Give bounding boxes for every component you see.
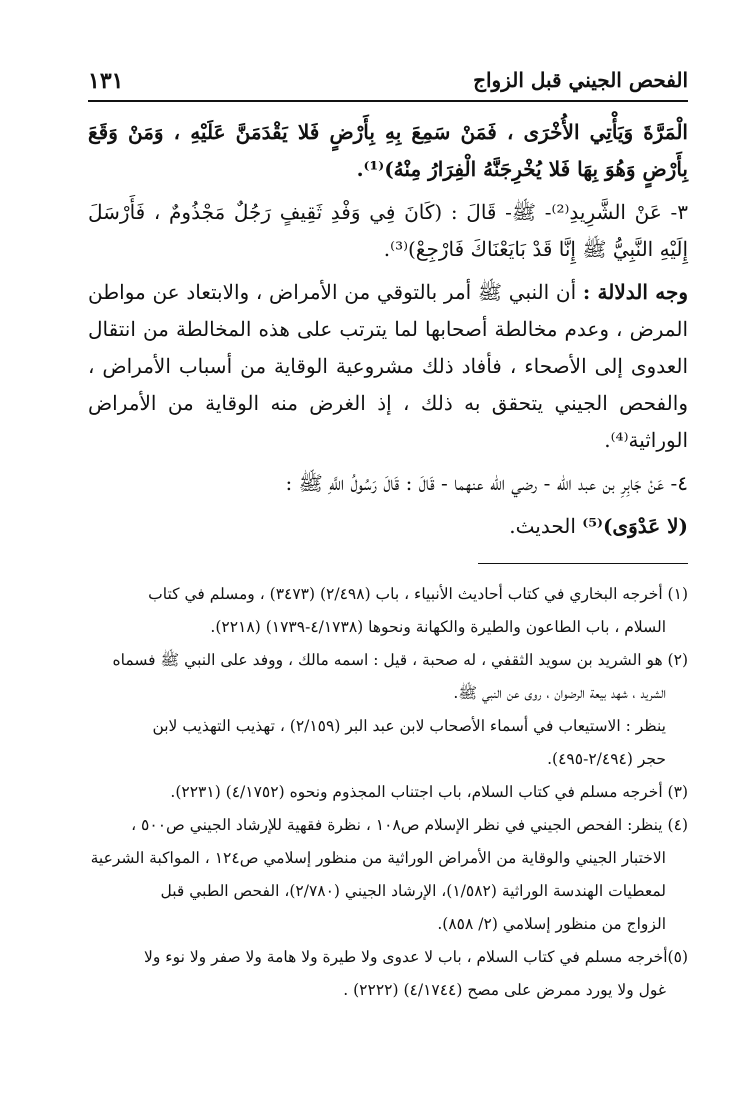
footnote-2-ref: ينظر : الاستيعاب في أسماء الأصحاب لابن عبد البر (٢/١٥٩) ، تهذيب التهذيب لابن [152, 717, 666, 735]
footnote-2-cont: الشريد ، شهد بيعة الرضوان ، روى عن النبي ﷺ. [453, 684, 666, 702]
hadith-4-quote: (لا عَدْوَى)⁽⁵⁾ [582, 514, 688, 538]
footnote-4-cont-3: الزواج من منظور إسلامي (٢/ ٨٥٨). [437, 915, 666, 933]
footnote-3: (٣) أخرجه مسلم في كتاب السلام، باب اجتناب المجذوم ونحوه (٤/١٧٥٢) (٢٢٣١). [170, 783, 688, 801]
footnote-1-cont: السلام ، باب الطاعون والطيرة والكهانة ونحوها (٤/١٧٣٨-١٧٣٩) (٢٢١٨). [210, 618, 666, 636]
main-text [88, 114, 688, 545]
page-number: ١٣١ [88, 68, 124, 94]
evidence-label: وجه الدلالة : [582, 280, 688, 304]
footnote-separator [478, 563, 688, 564]
hadith-3: ٣- عَنْ الشَّرِيدِ⁽²⁾- ﷺ- قَالَ : (كَانَ فِي وَفْدِ ثَقِيفٍ رَجُلٌ مَجْذُومٌ ، فَأَرْسَلَ إِلَيْهِ النَّبِيُّ ﷺ إِنَّا قَدْ بَايَعْنَاكَ فَارْجِعْ)⁽³⁾. [88, 200, 688, 261]
book-page [88, 62, 688, 1062]
footnote-4-cont-2: لمعطيات الهندسة الوراثية (١/٥٨٢)، الإرشاد الجيني (٢/٧٨٠)، الفحص الطبي قبل [160, 882, 666, 900]
footnote-2: (٢) هو الشريد بن سويد الثقفي ، له صحبة ، قيل : اسمه مالك ، ووفد على النبي ﷺ فسماه [112, 651, 688, 669]
footnote-1: (١) أخرجه البخاري في كتاب أحاديث الأنبياء ، باب (٢/٤٩٨) (٣٤٧٣) ، ومسلم في كتاب [148, 585, 688, 603]
hadith-continuation: الْمَرَّةَ وَيَأْتِي الأُخْرَى ، فَمَنْ سَمِعَ بِهِ بِأَرْضٍ فَلا يَقْدَمَنَّ عَلَيْهِ ، وَمَنْ وَقَعَ بِأَرْضٍ وَهُوَ بِهَا فَلا يُخْرِجَنَّهُ الْفِرَارُ مِنْهُ)⁽¹⁾. [88, 120, 688, 181]
hadith-4-text [88, 508, 688, 545]
hadith-4-tail: الحديث. [509, 514, 583, 538]
footnote-4: (٤) ينظر: الفحص الجيني في نظر الإسلام ص١٠٨ ، نظرة فقهية للإرشاد الجيني ص٥٠٠ ، [131, 816, 688, 834]
evidence-text: أن النبي ﷺ أمر بالتوقي من الأمراض ، والابتعاد عن مواطن المرض ، وعدم مخالطة أصحابها لما يترتب على هذه المخالطة من انتقال العدوى إلى الأصحاء ، فأفاد ذلك مشروعية الوقاية من أسباب الأمراض ، والفحص الجيني يتحقق به ذلك ، إذ الغرض منه الوقاية من الأمراض الوراثية⁽⁴⁾. [88, 280, 688, 452]
page-header [88, 62, 688, 102]
hadith-4: ٤- عَنْ جَابِرِ بن عبد الله - رضي الله عنهما - قَالَ : قَالَ رَسُولُ اللَّهِ ﷺ : [285, 471, 688, 495]
footnotes [88, 578, 688, 1007]
footnote-5: (٥)أخرجه مسلم في كتاب السلام ، باب لا عدوى ولا طيرة ولا هامة ولا صفر ولا نوء ولا [144, 948, 688, 966]
footnote-2-ref-cont: حجر (٢/٤٩٤-٤٩٥). [547, 750, 666, 768]
running-title: الفحص الجيني قبل الزواج [473, 68, 688, 92]
evidence-paragraph [88, 274, 688, 459]
footnote-5-cont: غول ولا يورد ممرض على مصح (٤/١٧٤٤) (٢٢٢٢) . [343, 981, 666, 999]
footnote-4-cont-1: الاختبار الجيني والوقاية من الأمراض الوراثية من منظور إسلامي ص١٢٤ ، المواكبة الشرعية [90, 849, 666, 867]
